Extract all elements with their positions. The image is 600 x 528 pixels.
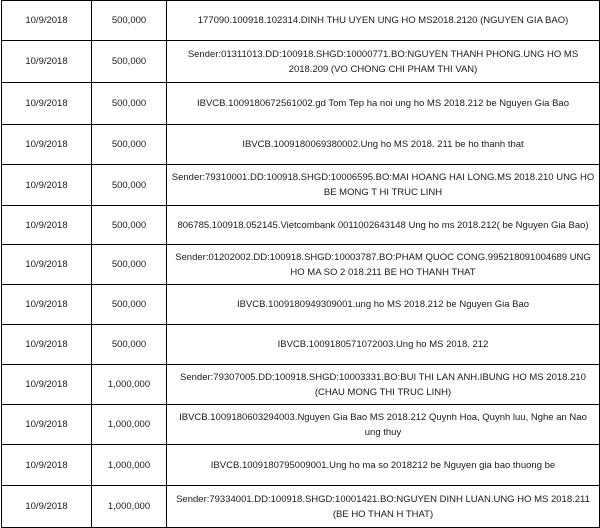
amount-cell: 1,000,000 — [92, 486, 167, 528]
description-cell: 806785.100918.052145.Vietcombank 0011002643148 Ung ho ms 2018.212( be Nguyen Gia Bao) — [167, 206, 600, 245]
date-cell: 10/9/2018 — [2, 206, 92, 245]
description-cell: IBVCB.1009180672561002.gd Tom Tep ha noi ung ho MS 2018.212 be Nguyen Gia Bao — [167, 83, 600, 125]
table-row — [2, 83, 600, 125]
table-row — [2, 206, 600, 245]
table-row — [2, 285, 600, 325]
description-cell: IBVCB.1009180571072003.Ung ho MS 2018. 212 — [167, 325, 600, 365]
amount-cell: 500,000 — [92, 285, 167, 325]
date-cell: 10/9/2018 — [2, 41, 92, 83]
amount-cell: 500,000 — [92, 206, 167, 245]
table-row — [2, 245, 600, 285]
date-cell: 10/9/2018 — [2, 165, 92, 206]
table-row — [2, 1, 600, 41]
date-cell: 10/9/2018 — [2, 405, 92, 445]
date-cell: 10/9/2018 — [2, 445, 92, 486]
table-row — [2, 325, 600, 365]
date-cell: 10/9/2018 — [2, 125, 92, 165]
amount-cell: 1,000,000 — [92, 365, 167, 405]
description-cell: IBVCB.1009180603294003.Nguyen Gia Bao MS 2018.212 Quynh Hoa, Quynh luu, Nghe an Nao ung thuy — [167, 405, 600, 445]
date-cell: 10/9/2018 — [2, 365, 92, 405]
amount-cell: 500,000 — [92, 125, 167, 165]
description-cell: Sender:01311013.DD:100918.SHGD:10000771.BO:NGUYEN THANH PHONG.UNG HO MS 2018.209 (VO CHONG CHI PHAM THI VAN) — [167, 41, 600, 83]
amount-cell: 500,000 — [92, 325, 167, 365]
amount-cell: 500,000 — [92, 1, 167, 41]
table-row — [2, 405, 600, 445]
table-row — [2, 41, 600, 83]
table-row — [2, 445, 600, 486]
description-cell: IBVCB.1009180069380002.Ung ho MS 2018. 211 be ho thanh that — [167, 125, 600, 165]
date-cell: 10/9/2018 — [2, 285, 92, 325]
amount-cell: 500,000 — [92, 41, 167, 83]
table-row — [2, 165, 600, 206]
amount-cell: 500,000 — [92, 245, 167, 285]
description-cell: IBVCB.1009180949309001.ung ho MS 2018.212 be Nguyen Gia Bao — [167, 285, 600, 325]
date-cell: 10/9/2018 — [2, 83, 92, 125]
date-cell: 10/9/2018 — [2, 325, 92, 365]
amount-cell: 500,000 — [92, 165, 167, 206]
donation-ledger-table — [1, 0, 600, 528]
description-cell: Sender:01202002.DD:100918.SHGD:10003787.BO:PHAM QUOC CONG.995218091004689 UNG HO MA SO 2 018.211 BE HO THANH THAT — [167, 245, 600, 285]
date-cell: 10/9/2018 — [2, 245, 92, 285]
table-row — [2, 125, 600, 165]
date-cell: 10/9/2018 — [2, 1, 92, 41]
description-cell: Sender:79334001.DD:100918.SHGD:10001421.BO:NGUYEN DINH LUAN.UNG HO MS 2018.211 (BE HO THAN H THAT) — [167, 486, 600, 528]
description-cell: Sender:79310001.DD:100918.SHGD:10006595.BO:MAI HOANG HAI LONG.MS 2018.210 UNG HO BE MONG T HI TRUC LINH — [167, 165, 600, 206]
amount-cell: 1,000,000 — [92, 405, 167, 445]
table-row — [2, 365, 600, 405]
amount-cell: 1,000,000 — [92, 445, 167, 486]
description-cell: IBVCB.1009180795009001.Ung ho ma so 2018212 be Nguyen gia bao thuong be — [167, 445, 600, 486]
table-row — [2, 486, 600, 528]
description-cell: 177090.100918.102314.DINH THU UYEN UNG HO MS2018.2120 (NGUYEN GIA BAO) — [167, 1, 600, 41]
amount-cell: 500,000 — [92, 83, 167, 125]
date-cell: 10/9/2018 — [2, 486, 92, 528]
description-cell: Sender:79307005.DD:100918.SHGD:10003331.BO:BUI THI LAN ANH.IBUNG HO MS 2018.210 (CHAU MONG THI TRUC LINH) — [167, 365, 600, 405]
